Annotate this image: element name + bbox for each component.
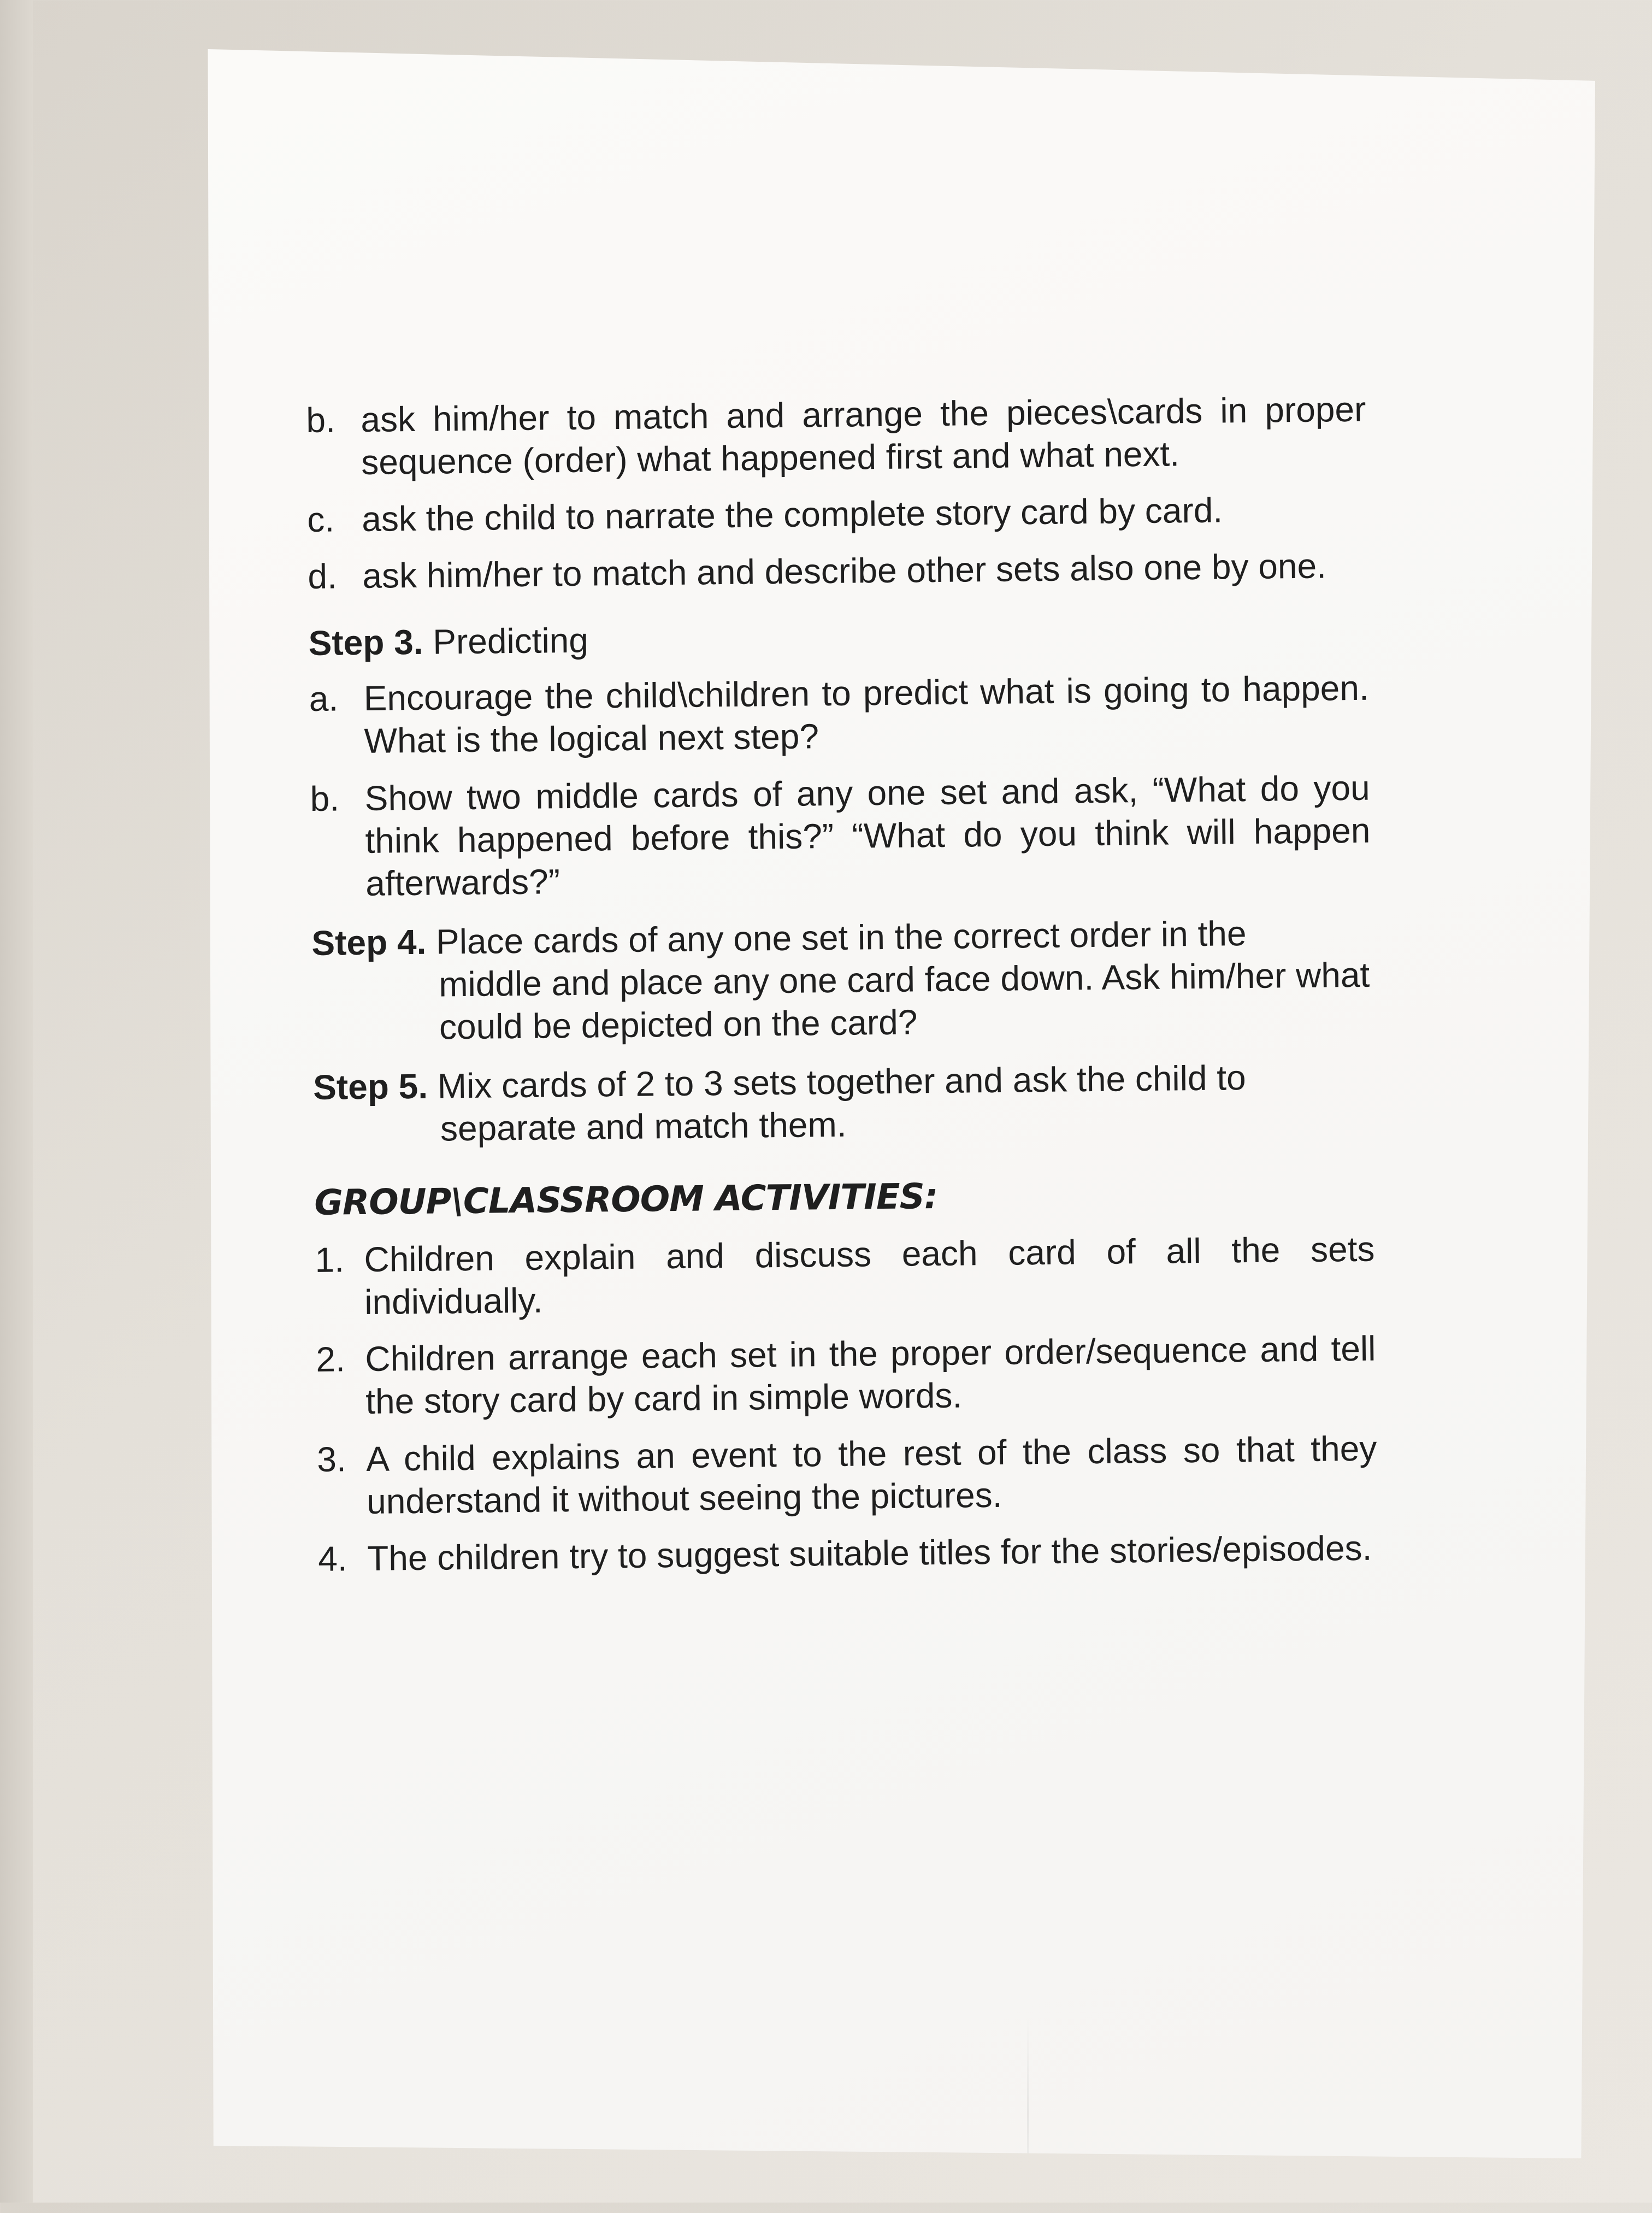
step-5-rest: separate and match them. (440, 1104, 847, 1149)
list-text: The children try to suggest suitable titles for the stories/episodes. (367, 1528, 1372, 1578)
step-4-line1: Place cards of any one set in the correct order in the (435, 913, 1247, 962)
list-marker: a. (309, 679, 339, 719)
list-marker: b. (310, 778, 340, 819)
list-text: ask him/her to match and arrange the pieces\cards in proper sequence (order) what happened first and what next. (361, 389, 1366, 482)
step-5 (313, 1055, 1374, 1151)
step-3-label: Step 3. (308, 622, 423, 663)
list-item (306, 388, 1367, 484)
step-4 (311, 910, 1372, 1050)
list-text: ask the child to narrate the complete story card by card. (361, 490, 1223, 539)
list-text: A child explains an event to the rest of the class so that they understand it without seeing the pictures. (365, 1428, 1377, 1521)
list-marker: c. (306, 499, 335, 540)
list-item (309, 667, 1370, 763)
background-left-edge (0, 0, 33, 2203)
list-text: Children explain and discuss each card of all the sets individually. (364, 1229, 1375, 1322)
list-item (310, 766, 1371, 905)
list-text: Show two middle cards of any one set and ask, “What do you think happened before this?” “What do you think will happen afterwards?” (364, 768, 1371, 903)
list-marker: d. (308, 556, 338, 597)
paper-fold (1027, 2016, 1029, 2213)
list-marker: 4. (317, 1539, 347, 1579)
step-4-label: Step 4. (311, 922, 427, 963)
list-marker: 2. (316, 1339, 346, 1380)
list-marker: 3. (316, 1439, 347, 1479)
list-item (316, 1327, 1377, 1423)
list-item (307, 487, 1367, 541)
list-item (308, 544, 1368, 598)
list-marker: 1. (315, 1240, 345, 1280)
list-text: Children arrange each set in the proper order/sequence and tell the story card by card in simple words. (365, 1328, 1376, 1422)
list-item (318, 1526, 1378, 1580)
step-3-heading (308, 611, 1368, 664)
list-text: Encourage the child\children to predict what is going to happen. What is the logical next step? (363, 668, 1370, 761)
step-4-rest: middle and place any one card face down. Ask him/her what could be depicted on the card? (438, 955, 1370, 1047)
list-item (317, 1427, 1378, 1523)
step-5-label: Step 5. (312, 1066, 428, 1107)
step-3-title: Predicting (432, 620, 589, 662)
group-activities-heading: GROUP\CLASSROOM ACTIVITIES: (314, 1176, 938, 1224)
list-marker: b. (306, 400, 336, 440)
step-5-line1: Mix cards of 2 to 3 sets together and ask the child to (437, 1058, 1247, 1106)
document-content (306, 388, 1378, 1594)
list-text: ask him/her to match and describe other sets also one by one. (362, 546, 1327, 596)
list-item (315, 1228, 1376, 1324)
